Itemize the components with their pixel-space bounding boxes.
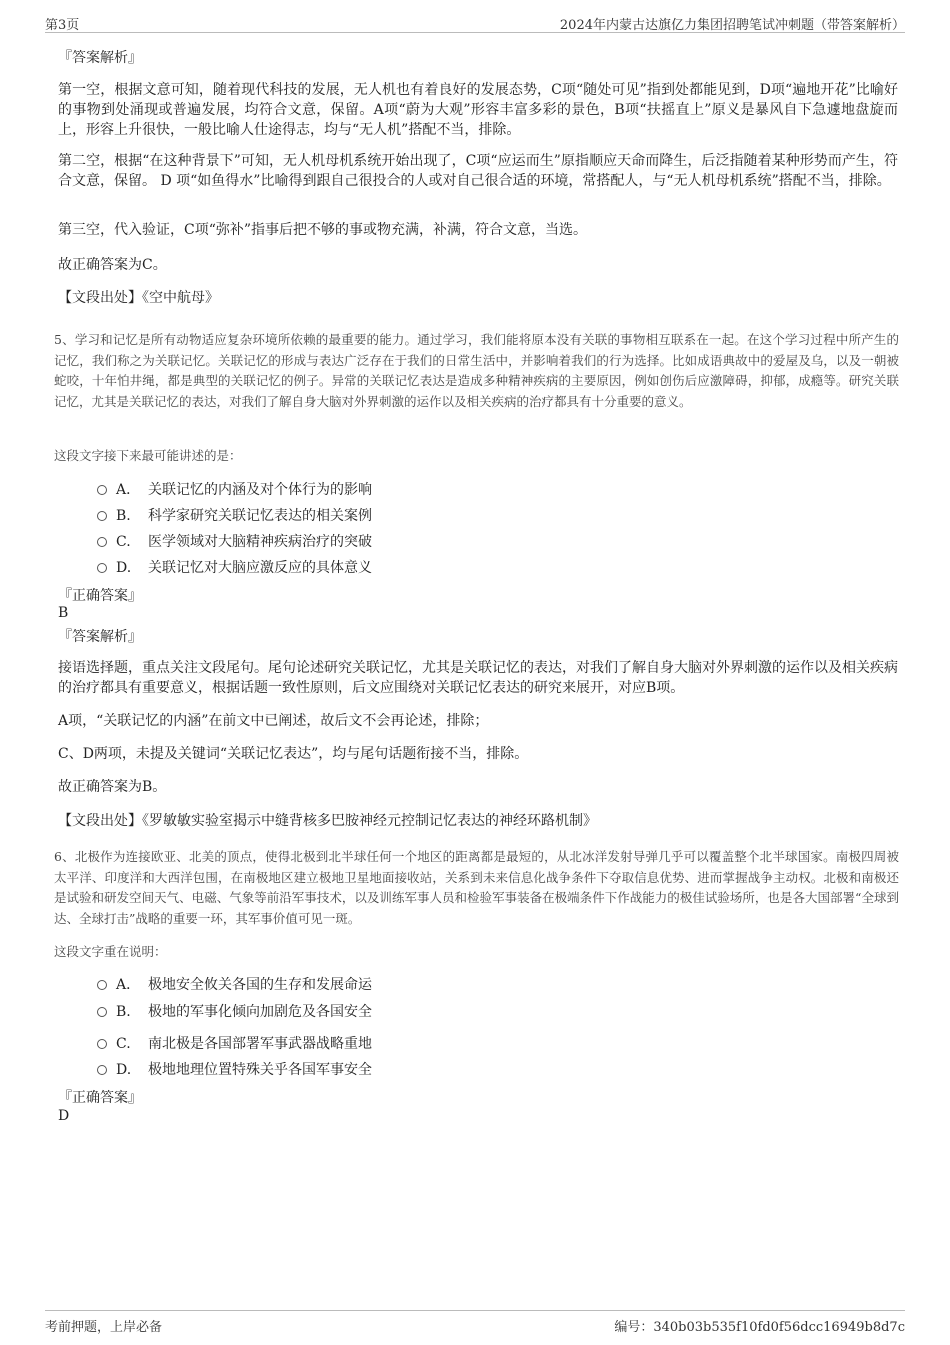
option-letter: B. [116, 508, 131, 524]
document-id: 编号：340b03b535f10fd0f56dcc16949b8d7c [614, 1320, 905, 1335]
option-letter: C. [116, 1036, 131, 1052]
q5-conclusion: 故正确答案为B。 [58, 779, 167, 795]
option-text: 关联记忆的内涵及对个体行为的影响 [148, 482, 372, 498]
radio-icon[interactable] [97, 485, 107, 495]
q5-answer: B [58, 605, 69, 621]
option-text: 极地的军事化倾向加剧危及各国安全 [148, 1004, 372, 1020]
option-text: 科学家研究关联记忆表达的相关案例 [148, 508, 372, 524]
radio-icon[interactable] [97, 1007, 107, 1017]
q5-analysis-para: 接语选择题，重点关注文段尾句。尾句论述研究关联记忆，尤其是关联记忆的表达，对我们了解自身大脑对外界刺激的运作以及相关疾病的治疗都具有重要意义，根据话题一致性原则，后文应围绕对关联记忆表达的研究来展开，对应B项。 [58, 660, 898, 696]
option-letter: A． [116, 482, 141, 498]
q5-option-d[interactable] [97, 558, 372, 578]
radio-icon[interactable] [97, 511, 107, 521]
q4-conclusion: 故正确答案为C。 [58, 257, 167, 273]
q5-option-a[interactable] [97, 480, 372, 500]
option-text: 南北极是各国部署军事武器战略重地 [148, 1036, 372, 1052]
q4-analysis-para: 第二空，根据“在这种背景下”可知，无人机母机系统开始出现了，C项“应运而生”原指顺应天命而降生，后泛指随着某种形势而产生，符合文意，保留。 D 项“如鱼得水”比喻得到跟自己很投合的人或对自己很合适的环境，常搭配人，与“无人机母机系统”搭配不当，排除。 [58, 153, 898, 189]
q5-analysis-para: C、D两项，未提及关键词“关联记忆表达”，均与尾句话题衔接不当，排除。 [58, 746, 529, 762]
page-footer [45, 1310, 905, 1335]
q5-source: 【文段出处】《罗敏敏实验室揭示中缝背核多巴胺神经元控制记忆表达的神经环路机制》 [58, 813, 597, 829]
q6-answer: D [58, 1108, 70, 1124]
q6-option-b[interactable] [97, 1002, 372, 1022]
option-letter: A． [116, 977, 141, 993]
q4-analysis-label: 『答案解析』 [58, 50, 142, 66]
option-letter: B. [116, 1004, 131, 1020]
footer-slogan: 考前押题，上岸必备 [45, 1320, 163, 1335]
radio-icon[interactable] [97, 1065, 107, 1075]
q6-option-d[interactable] [97, 1060, 372, 1080]
radio-icon[interactable] [97, 537, 107, 547]
page-header [45, 10, 905, 33]
q6-answer-label: 『正确答案』 [58, 1090, 142, 1106]
option-letter: C. [116, 534, 131, 550]
question-6-prompt: 这段文字重在说明： [54, 944, 167, 959]
q6-option-c[interactable] [97, 1034, 372, 1054]
q5-analysis-para: A项，“关联记忆的内涵”在前文中已阐述，故后文不会再论述，排除； [58, 713, 489, 729]
q4-analysis-para: 第三空，代入验证，C项“弥补”指事后把不够的事或物充满，补满，符合文意，当选。 [58, 222, 588, 238]
radio-icon[interactable] [97, 980, 107, 990]
q6-option-a[interactable] [97, 975, 372, 995]
option-text: 极地地理位置特殊关乎各国军事安全 [148, 1062, 372, 1078]
question-5-prompt: 这段文字接下来最可能讲述的是： [54, 448, 242, 463]
option-text: 关联记忆对大脑应激反应的具体意义 [148, 560, 372, 576]
question-6-text: 6、北极作为连接欧亚、北美的顶点，使得北极到北半球任何一个地区的距离都是最短的，从北冰洋发射导弹几乎可以覆盖整个北半球国家。南极四周被太平洋、印度洋和大西洋包围，在南极地区建立极地卫星地面接收站，关系到未来信息化战争条件下夺取信息优势、进而掌握战争主动权。北极和南极还是试验和研发空间天气、电磁、气象等前沿军事技术，以及训练军事人员和检验军事装备在极端条件下作战能力的极佳试验场所，也是各大国部署“全球到达、全球打击”战略的重要一环，其军事价值可见一斑。 [54, 849, 899, 926]
document-title: 2024年内蒙古达旗亿力集团招聘笔试冲刺题（带答案解析） [559, 18, 905, 33]
option-letter: D. [116, 560, 132, 576]
question-5-text: 5、学习和记忆是所有动物适应复杂环境所依赖的最重要的能力。通过学习，我们能将原本没有关联的事物相互联系在一起。在这个学习过程中所产生的记忆，我们称之为关联记忆。关联记忆的形成与表达广泛存在于我们的日常生活中，并影响着我们的行为选择。比如成语典故中的爱屋及乌，以及一朝被蛇咬，十年怕井绳，都是典型的关联记忆的例子。异常的关联记忆表达是造成多种精神疾病的主要原因，例如创伤后应激障碍，抑郁，成瘾等。研究关联记忆，尤其是关联记忆的表达，对我们了解自身大脑对外界刺激的运作以及相关疾病的治疗都具有十分重要的意义。 [54, 332, 899, 409]
option-letter: D. [116, 1062, 132, 1078]
q5-answer-label: 『正确答案』 [58, 588, 142, 604]
option-text: 医学领域对大脑精神疾病治疗的突破 [148, 534, 372, 550]
radio-icon[interactable] [97, 1039, 107, 1049]
radio-icon[interactable] [97, 563, 107, 573]
option-text: 极地安全攸关各国的生存和发展命运 [148, 977, 372, 993]
q4-source: 【文段出处】《空中航母》 [58, 290, 219, 306]
q5-option-c[interactable] [97, 532, 372, 552]
q5-analysis-label: 『答案解析』 [58, 629, 142, 645]
q4-analysis-para: 第一空，根据文意可知，随着现代科技的发展，无人机也有着良好的发展态势，C项“随处可见”指到处都能见到，D项“遍地开花”比喻好的事物到处涌现或普遍发展，均符合文意，保留。A项“蔚为大观”形容丰富多彩的景色，B项“扶摇直上”原义是暴风自下急遽地盘旋而上，形容上升很快，一般比喻人仕途得志，均与“无人机”搭配不当，排除。 [58, 82, 898, 138]
q5-option-b[interactable] [97, 506, 372, 526]
page-number: 第3页 [45, 18, 80, 33]
